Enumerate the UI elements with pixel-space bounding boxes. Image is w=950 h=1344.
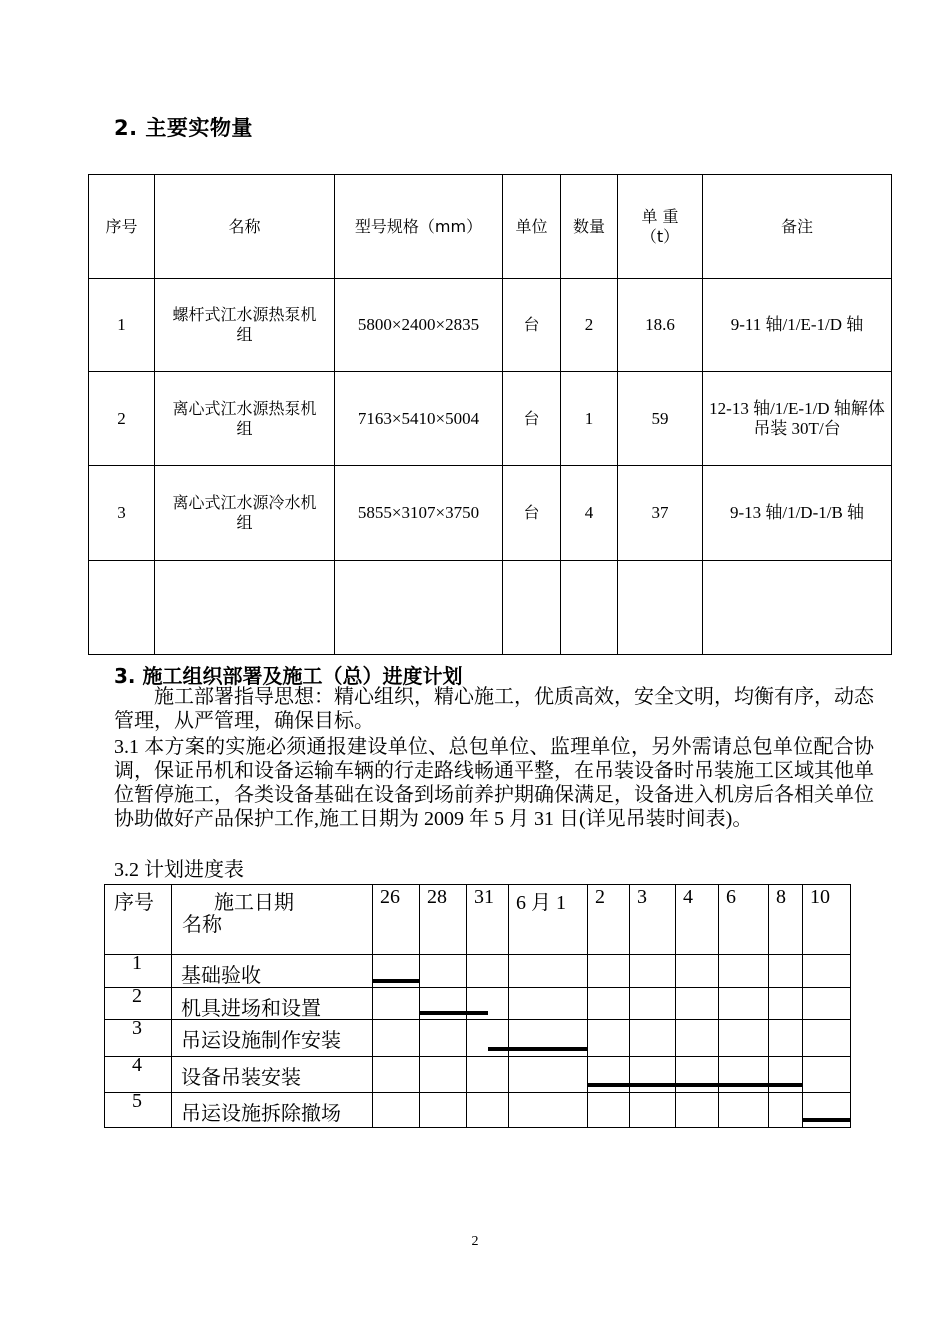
task-number: 5 (132, 1090, 142, 1112)
task-name: 基础验收 (181, 965, 261, 987)
grid-line-vertical (587, 884, 588, 1128)
task-number: 4 (132, 1054, 142, 1076)
cell-qty (561, 561, 618, 655)
cell-spec: 5800×2400×2835 (335, 279, 503, 372)
task-schedule-bar (420, 1011, 488, 1015)
header-date: 施工日期 (214, 892, 294, 914)
cell-no: 2 (89, 372, 155, 466)
grid-line-horizontal (104, 884, 851, 885)
table-row (89, 466, 892, 561)
section-3-title: 3. 施工组织部署及施工（总）进度计划 (114, 664, 463, 688)
grid-line-vertical (104, 884, 105, 1128)
task-name: 吊运设施制作安装 (181, 1030, 341, 1052)
cell-qty: 1 (561, 372, 618, 466)
grid-line-vertical (508, 884, 509, 1128)
cell-no: 1 (89, 279, 155, 372)
cell-weight: 59 (618, 372, 703, 466)
grid-line-vertical (850, 884, 851, 1128)
task-name: 设备吊装安装 (181, 1067, 301, 1089)
task-schedule-bar (373, 979, 420, 983)
table-row (89, 561, 892, 655)
task-name: 机具进场和设置 (181, 998, 321, 1020)
col-header-no: 序号 (89, 175, 155, 279)
cell-remark: 12-13 轴/1/E-1/D 轴解体吊装 30T/台 (703, 372, 892, 466)
task-schedule-bar (803, 1118, 851, 1122)
grid-line-vertical (718, 884, 719, 1128)
date-column-header: 26 (380, 886, 400, 908)
cell-spec: 5855×3107×3750 (335, 466, 503, 561)
date-column-header: 8 (776, 886, 786, 908)
schedule-gantt-table (104, 884, 851, 1128)
grid-line-horizontal (104, 1056, 851, 1057)
quantity-table (88, 174, 892, 655)
grid-line-horizontal (104, 1127, 851, 1128)
task-schedule-bar (588, 1083, 803, 1087)
page-number: 2 (471, 1234, 479, 1249)
cell-no: 3 (89, 466, 155, 561)
date-column-header: 6 月 1 (516, 892, 566, 914)
header-name: 名称 (182, 914, 222, 936)
cell-remark: 9-13 轴/1/D-1/B 轴 (703, 466, 892, 561)
deployment-guideline-paragraph: 施工部署指导思想：精心组织，精心施工，优质高效，安全文明，均衡有序，动态管理，从严管理，确保目标。 (114, 686, 874, 732)
cell-name: 螺杆式江水源热泵机组 (155, 279, 335, 372)
table-row (89, 372, 892, 466)
cell-weight: 37 (618, 466, 703, 561)
col-header-weight: 单 重（t） (618, 175, 703, 279)
cell-unit (503, 561, 561, 655)
col-header-unit: 单位 (503, 175, 561, 279)
table-row (89, 279, 892, 372)
grid-line-vertical (171, 884, 172, 1128)
cell-qty: 2 (561, 279, 618, 372)
cell-qty: 4 (561, 466, 618, 561)
date-column-header: 3 (637, 886, 647, 908)
cell-remark (703, 561, 892, 655)
col-header-name: 名称 (155, 175, 335, 279)
date-column-header: 6 (726, 886, 736, 908)
section-3-1-paragraph: 3.1 本方案的实施必须通报建设单位、总包单位、监理单位，另外需请总包单位配合协调，保证吊机和设备运输车辆的行走路线畅通平整，在吊装设备时吊装施工区域其他单位暂停施工，各类设备基础在设备到场前养护期确保满足，设备进入机房后各相关单位协助做好产品保护工作,施工日期为 2009 年 5 月 31 日(详见吊装时间表)。 (114, 736, 874, 830)
cell-unit: 台 (503, 279, 561, 372)
quantity-table-header (89, 175, 892, 279)
task-schedule-bar (488, 1047, 588, 1051)
date-column-header: 4 (683, 886, 693, 908)
cell-weight: 18.6 (618, 279, 703, 372)
section-2-title: 2. 主要实物量 (114, 116, 253, 140)
date-column-header: 28 (427, 886, 447, 908)
cell-unit: 台 (503, 466, 561, 561)
col-header-spec: 型号规格（mm） (335, 175, 503, 279)
task-name: 吊运设施拆除撤场 (181, 1103, 341, 1125)
grid-line-vertical (802, 884, 803, 1128)
grid-line-vertical (419, 884, 420, 1128)
cell-name (155, 561, 335, 655)
col-header-qty: 数量 (561, 175, 618, 279)
grid-line-vertical (768, 884, 769, 1128)
cell-spec: 7163×5410×5004 (335, 372, 503, 466)
col-header-remark: 备注 (703, 175, 892, 279)
date-column-header: 10 (810, 886, 830, 908)
grid-line-vertical (466, 884, 467, 1128)
cell-spec (335, 561, 503, 655)
grid-line-horizontal (104, 954, 851, 955)
header-no: 序号 (114, 892, 154, 914)
task-number: 3 (132, 1017, 142, 1039)
grid-line-horizontal (104, 1092, 851, 1093)
cell-weight (618, 561, 703, 655)
date-column-header: 31 (474, 886, 494, 908)
cell-unit: 台 (503, 372, 561, 466)
section-3-2-heading: 3.2 计划进度表 (114, 859, 244, 881)
grid-line-vertical (372, 884, 373, 1128)
task-number: 2 (132, 985, 142, 1007)
date-column-header: 2 (595, 886, 605, 908)
cell-name: 离心式江水源冷水机组 (155, 466, 335, 561)
cell-no (89, 561, 155, 655)
cell-name: 离心式江水源热泵机组 (155, 372, 335, 466)
grid-line-vertical (675, 884, 676, 1128)
cell-remark: 9-11 轴/1/E-1/D 轴 (703, 279, 892, 372)
task-number: 1 (132, 952, 142, 974)
grid-line-vertical (629, 884, 630, 1128)
